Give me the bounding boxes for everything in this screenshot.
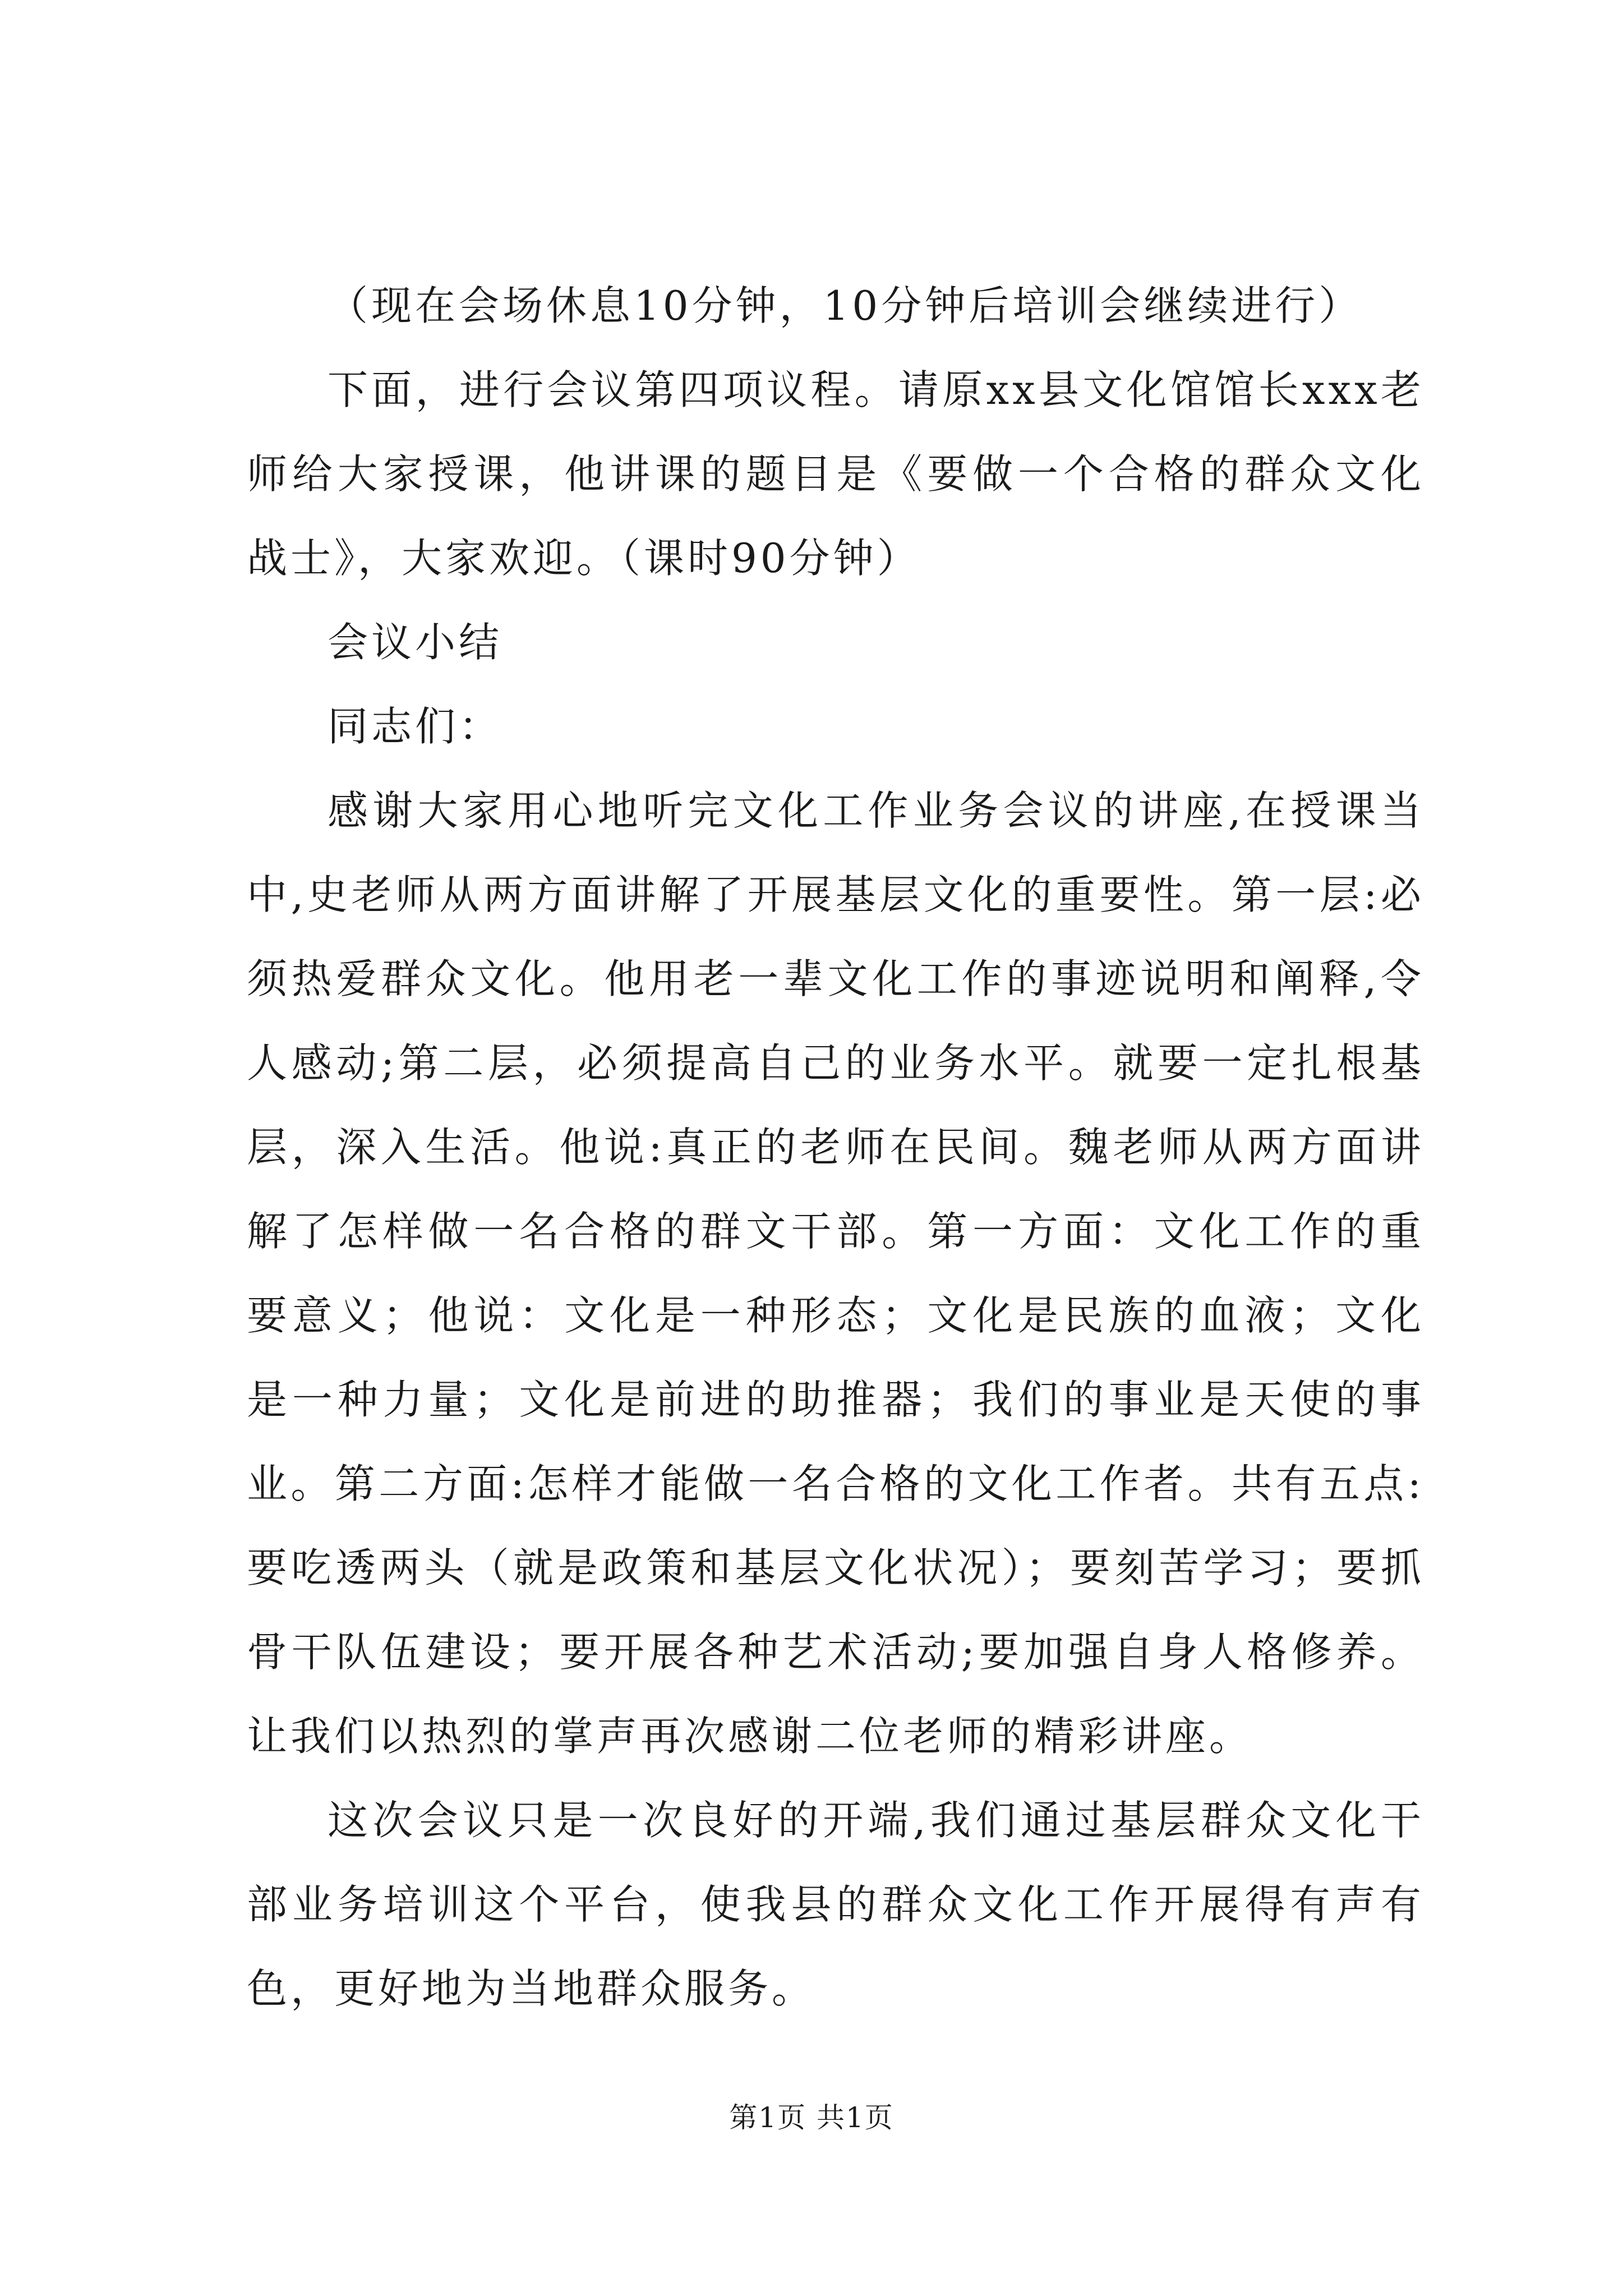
document-body	[247, 264, 1424, 2031]
paragraph-closing: 这次会议只是一次良好的开端,我们通过基层群众文化干部业务培训这个平台，使我县的群众文化工作开展得有声有色，更好地为当地群众服务。	[247, 1797, 1424, 2012]
paragraph-thanks-summary: 感谢大家用心地听完文化工作业务会议的讲座,在授课当中,史老师从两方面讲解了开展基层文化的重要性。第一层:必须热爱群众文化。他用老一辈文化工作的事迹说明和阐释,令人感动;第二层，必须提高自己的业务水平。就要一定扎根基层，深入生活。他说:真正的老师在民间。魏老师从两方面讲解了怎样做一名合格的群文干部。第一方面：文化工作的重要意义；他说：文化是一种形态；文化是民族的血液；文化是一种力量；文化是前进的助推器；我们的事业是天使的事业。第二方面:怎样才能做一名合格的文化工作者。共有五点:要吃透两头（就是政策和基层文化状况）；要刻苦学习；要抓骨干队伍建设；要开展各种艺术活动;要加强自身人格修养。让我们以热烈的掌声再次感谢二位老师的精彩讲座。	[247, 787, 1424, 1760]
page-number-footer: 第1页 共1页	[729, 2101, 894, 2134]
section-heading-summary: 会议小结	[328, 619, 503, 666]
paragraph-agenda-item-four: 下面，进行会议第四项议程。请原xx县文化馆馆长xxx老师给大家授课，他讲课的题目是《要做一个合格的群众文化战士》，大家欢迎。（课时90分钟）	[247, 366, 1424, 582]
salutation: 同志们：	[328, 703, 503, 750]
paragraph-break-notice: （现在会场休息10分钟，10分钟后培训会继续进行）	[328, 282, 1363, 329]
